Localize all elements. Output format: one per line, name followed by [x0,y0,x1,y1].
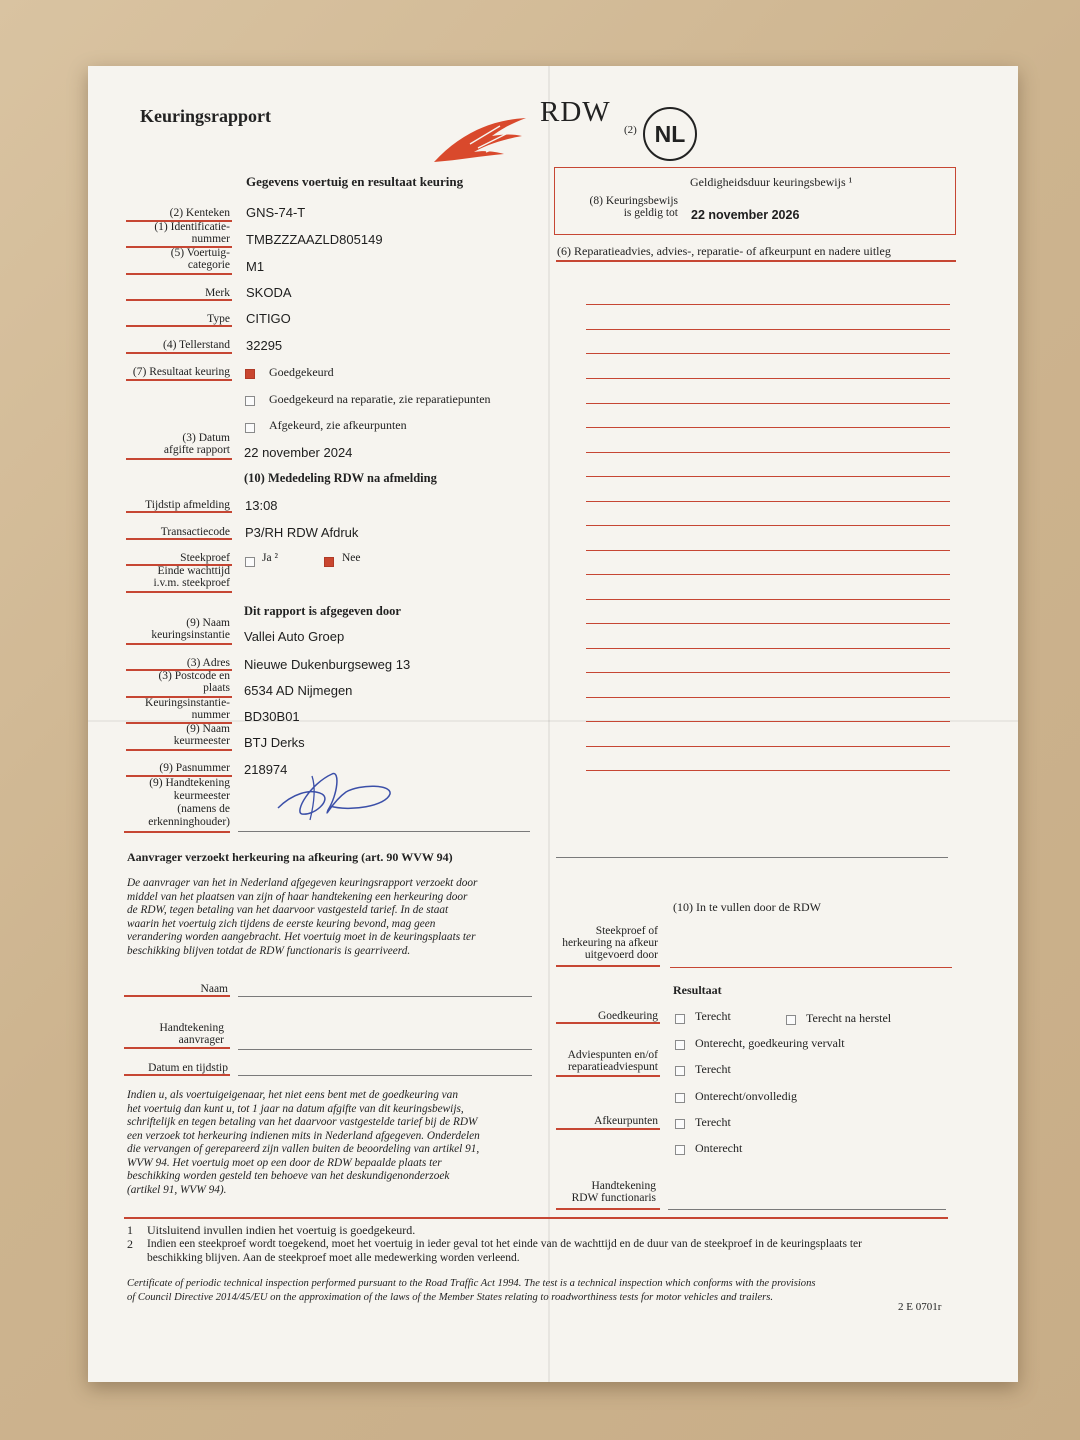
footer-divider [124,1217,948,1219]
advies-onterecht-label: Onterecht/onvolledig [695,1089,797,1103]
advice-title: (6) Reparatieadvies, advies-, reparatie- of afkeurpunt en nadere uitleg [557,244,891,258]
validity-date: 22 november 2026 [691,208,800,222]
datum-value: 22 november 2024 [244,445,353,460]
field-underline [126,273,232,275]
field-underline [556,965,660,967]
nl-ref: (2) [624,124,637,136]
advice-line [586,648,950,649]
category-label: (5) Voertuig- categorie [170,247,230,271]
section-title-vehicle: Gegevens voertuig en resultaat keuring [246,174,464,189]
field-underline [126,643,232,645]
merk-value: SKODA [246,285,292,300]
herkeuring-text: De aanvrager van het in Nederland afgegeven keuringsrapport verzoekt door middel van het plaatsen van zijn of haar handtekening een herkeuring door de RDW, tegen betaling van het daarvoor vastgesteld tarief. In de staat waarin het voertuig zich tijdens de eerste keuring bevond, mag geen verandering worden aangebracht. Het voertuig moet in de keuringsplaats ter beschikking blijven totdat de RDW functionaris is gearriveerd. [127,877,478,957]
owner-note-text: Indien u, als voertuigeigenaar, het niet eens bent met de goedkeuring van het voertuig dan kunt u, tot 1 jaar na datum afgifte van dit keuringsbewijs, schriftelijk en tegen betaling van het daarvoor vastgestelde tarief bij de RDW een verzoek tot herkeuring indienen mits in Nederland afgegeven. Onderdelen die vervangen of gerepareerd zijn vallen buiten de beoordeling van artikel 91, WVW 94. Het voertuig moet op een door de RDW bepaalde plaats ter beschikking worden gesteld ten behoeve van het deskundigenonderzoek (artikel 91, WVW 94). [127,1089,480,1196]
goed-terecht-label: Terecht [695,1009,731,1023]
field-underline [126,538,232,540]
handtekening-keurmeester-label: (9) Handtekening keurmeester (namens de erkenninghouder) [148,777,230,828]
result-option-rejected: Afgekeurd, zie afkeurpunten [269,418,407,432]
tijdstip-value: 13:08 [245,498,278,513]
signature-line [238,831,530,832]
field-underline [124,1047,230,1049]
advice-line [586,623,950,624]
goedkeuring-label: Goedkeuring [597,1010,658,1022]
postcode-label: (3) Postcode en plaats [158,670,230,694]
result-option-approved: Goedgekeurd [269,365,334,379]
einde-wachttijd-label: Einde wachttijd i.v.m. steekproef [153,565,230,589]
advice-line [586,574,950,575]
rdw-logo-icon [430,114,530,166]
field-underline [126,299,232,301]
advice-line [586,697,950,698]
rdw-section-title: (10) In te vullen door de RDW [673,900,821,914]
validity-title: Geldigheidsduur keuringsbewijs ¹ [690,175,853,189]
datum-label: (3) Datum afgifte rapport [163,432,230,456]
result-checkbox-rejected[interactable] [245,423,255,433]
type-label: Type [207,313,230,325]
afkeur-onterecht-label: Onterecht [695,1141,743,1155]
aanvrager-naam-line[interactable] [238,996,532,997]
advice-line [586,427,950,428]
advice-line [586,353,950,354]
rdw-brand: RDW [540,96,611,128]
result-checkbox-repair[interactable] [245,396,255,406]
footnote-1-number: 1 [127,1223,133,1237]
field-underline [126,511,232,513]
tellerstand-label: (4) Tellerstand [162,339,230,351]
advice-end-line [556,857,948,858]
transactie-label: Transactiecode [160,526,230,538]
field-underline [126,325,232,327]
rdw-handtekening-label: Handtekening RDW functionaris [571,1180,656,1204]
advice-line [586,525,950,526]
signature-icon [270,764,400,830]
validity-label: (8) Keuringsbewijs is geldig tot [589,195,678,219]
field-underline [556,1022,660,1024]
advies-onterecht-checkbox[interactable] [675,1093,685,1103]
steekproef-ja-label: Ja ² [262,552,278,564]
aanvrager-handtekening-label: Handtekening aanvrager [159,1022,224,1046]
steekproef-nee-label: Nee [342,552,361,564]
form-code: 2 E 0701r [898,1301,942,1313]
field-underline [124,1074,230,1076]
field-underline [126,458,232,460]
advice-line [586,304,950,305]
field-underline [124,831,230,833]
herkeuring-title: Aanvrager verzoekt herkeuring na afkeuring (art. 90 WVW 94) [127,850,453,864]
afkeurpunten-label: Afkeurpunten [594,1115,658,1127]
id-label: (1) Identificatie- nummer [154,221,230,245]
advice-line [586,501,950,502]
goed-onterecht-checkbox[interactable] [675,1040,685,1050]
mededeling-title: (10) Mededeling RDW na afmelding [244,471,437,485]
advice-line [586,770,950,771]
instantie-naam-value: Vallei Auto Groep [244,629,345,644]
steekproef-nee-checkbox[interactable] [324,557,334,567]
advice-line [586,329,950,330]
steekproef-ja-checkbox[interactable] [245,557,255,567]
advies-terecht-checkbox[interactable] [675,1066,685,1076]
advice-line [586,452,950,453]
uitgevoerd-door-line[interactable] [670,967,952,968]
goed-herstel-checkbox[interactable] [786,1015,796,1025]
field-underline [556,1075,660,1077]
document-title: Keuringsrapport [140,106,272,126]
result-checkbox-approved[interactable] [245,369,255,379]
adviespunten-label: Adviespunten en/of reparatieadviespunt [567,1049,658,1073]
footnote-1-text: Uitsluitend invullen indien het voertuig is goedgekeurd. [147,1223,416,1237]
kenteken-label: (2) Kenteken [169,207,230,219]
afkeur-terecht-label: Terecht [695,1115,731,1129]
goed-onterecht-label: Onterecht, goedkeuring vervalt [695,1036,845,1050]
field-underline [556,1128,660,1130]
tijdstip-label: Tijdstip afmelding [145,499,230,511]
merk-label: Merk [205,287,230,299]
result-option-repair: Goedgekeurd na reparatie, zie reparatiepunten [269,392,491,406]
advice-line [586,721,950,722]
afkeur-terecht-checkbox[interactable] [675,1119,685,1129]
steekproef-label: Steekproef [180,552,230,564]
instantie-naam-label: (9) Naam keuringsinstantie [151,617,230,641]
resultaat-heading: Resultaat [673,983,722,997]
footnote-2-number: 2 [127,1237,133,1251]
advice-line [586,672,950,673]
category-value: M1 [246,259,265,274]
footnote-2-text: Indien een steekproef wordt toegekend, moet het voertuig in ieder geval tot het einde van de wachttijd en de duur van de steekproef in de keuringsplaats ter beschikking blijven. Aan de steekproef moet alle medewerking worden verleend. [147,1238,862,1264]
advice-line [586,403,950,404]
pasnummer-label: (9) Pasnummer [159,762,230,774]
adres-label: (3) Adres [186,657,230,669]
instantie-nummer-value: BD30B01 [244,709,300,724]
kenteken-value: GNS-74-T [246,205,306,220]
advice-line [586,476,950,477]
field-underline [126,591,232,593]
aanvrager-handtekening-line[interactable] [238,1049,532,1050]
advice-line [586,599,950,600]
id-value: TMBZZZAAZLD805149 [246,232,383,247]
steekproef-uitgevoerd-label: Steekproef of herkeuring na afkeur uitgevoerd door [562,925,658,961]
field-underline [124,995,230,997]
result-label: (7) Resultaat keuring [132,366,230,378]
instantie-nummer-label: Keuringsinstantie- nummer [145,697,230,721]
postcode-value: 6534 AD Nijmegen [244,683,353,698]
advice-line [586,378,950,379]
issuer-title: Dit rapport is afgegeven door [244,604,401,618]
keurmeester-value: BTJ Derks [244,735,305,750]
goed-terecht-checkbox[interactable] [675,1014,685,1024]
tellerstand-value: 32295 [246,338,283,353]
aanvrager-datum-line[interactable] [238,1075,532,1076]
transactie-value: P3/RH RDW Afdruk [245,525,359,540]
field-underline [556,1208,660,1210]
fold-crease-vertical [548,66,550,1382]
advice-line [586,746,950,747]
pasnummer-value: 218974 [244,762,288,777]
field-underline [126,749,232,751]
advice-line [586,550,950,551]
advies-terecht-label: Terecht [695,1062,731,1076]
goed-herstel-label: Terecht na herstel [806,1011,892,1025]
certificate-text: Certificate of periodic technical inspection performed pursuant to the Road Traffic Act 1994. The test is a technical inspection which conforms with the provisions of Council Directive 2014/45/EU on the approximation of the laws of the Member States relating to roadworthiness tests for motor vehicles and trailers. [127,1278,816,1303]
country-code-badge: NL [643,107,697,161]
aanvrager-naam-label: Naam [200,983,228,995]
aanvrager-datum-label: Datum en tijdstip [148,1062,228,1074]
keurmeester-label: (9) Naam keurmeester [173,723,230,747]
adres-value: Nieuwe Dukenburgseweg 13 [244,657,411,672]
field-underline [126,352,232,354]
afkeur-onterecht-checkbox[interactable] [675,1145,685,1155]
rdw-handtekening-line[interactable] [668,1209,946,1210]
field-underline [126,379,232,381]
type-value: CITIGO [246,311,291,326]
advice-title-underline [556,260,956,262]
